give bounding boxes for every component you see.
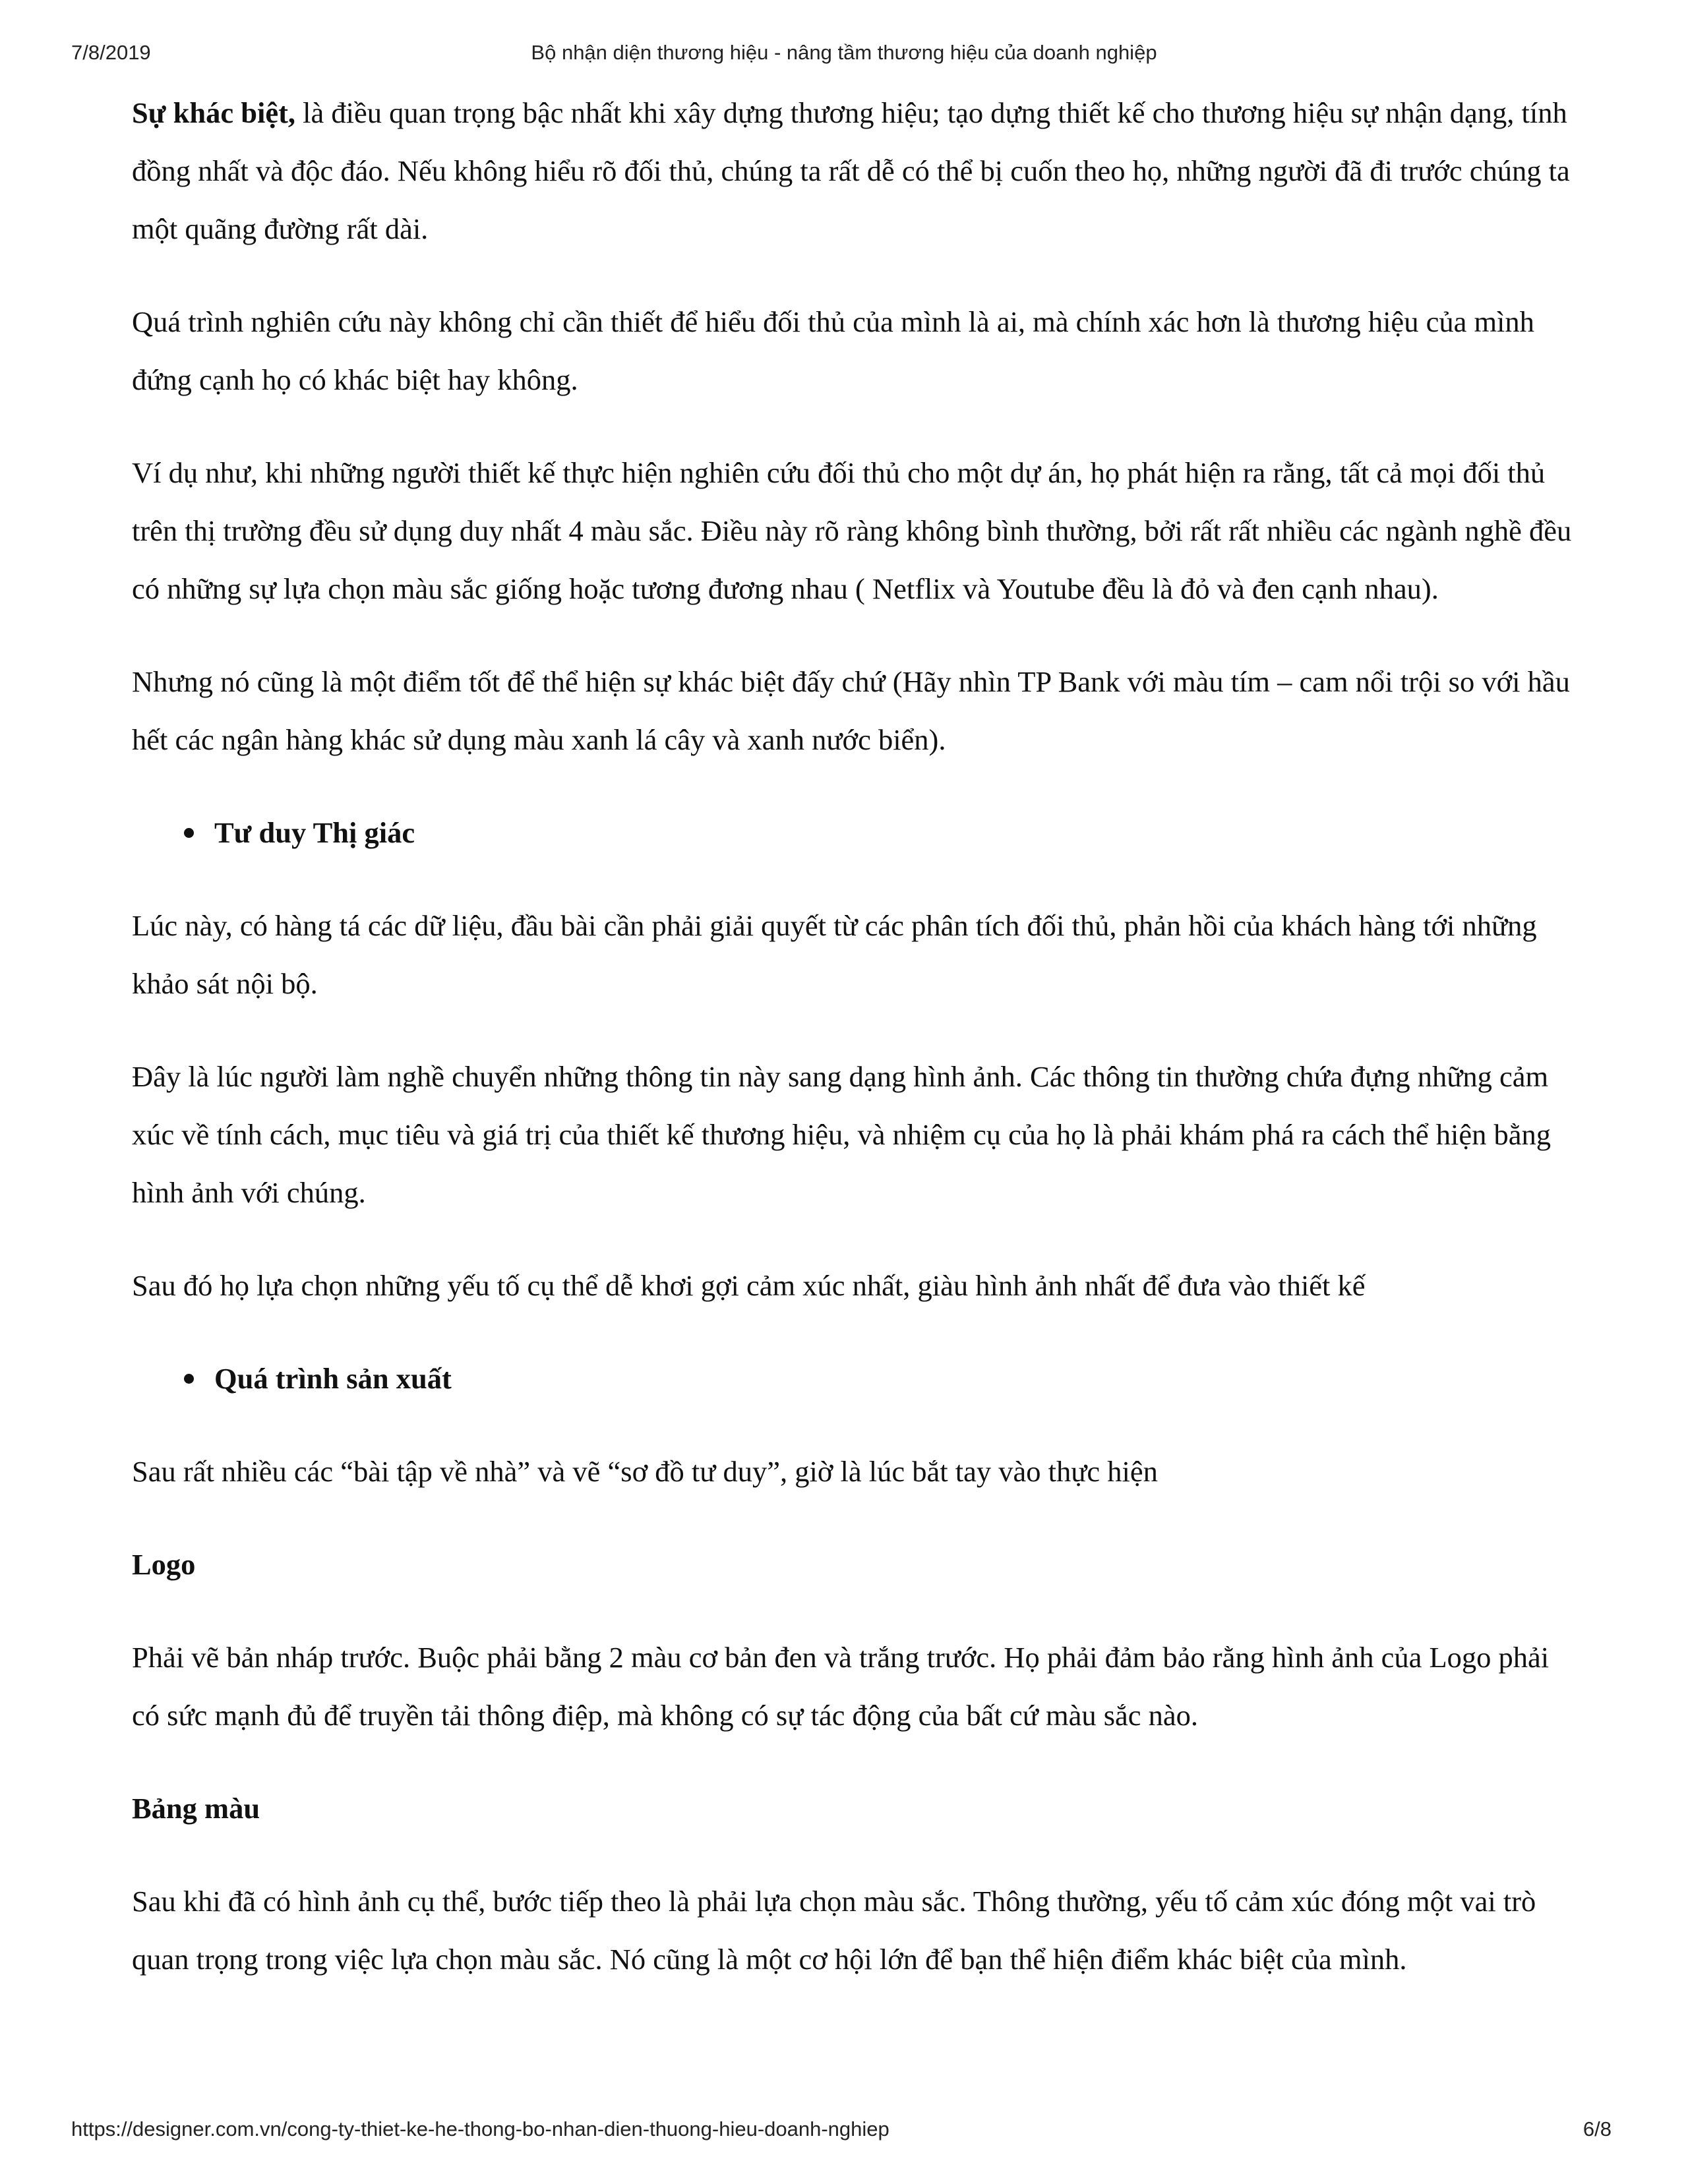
print-page-title: Bộ nhận diện thương hiệu - nâng tầm thương hiệu của doanh nghiệp — [531, 41, 1157, 64]
paragraph-imagery: Đây là lúc người làm nghề chuyển những thông tin này sang dạng hình ảnh. Các thông tin thường chứa đựng những cảm xúc về tính cách, mục tiêu và giá trị của thiết kế thương hiệu, và nhiệm cụ của họ là phải khám phá ra cách thể hiện bằng hình ảnh với chúng. — [132, 1060, 1551, 1209]
bullet-list — [132, 804, 1582, 862]
paragraph-tpbank: Nhưng nó cũng là một điểm tốt để thể hiện sự khác biệt đấy chứ (Hãy nhìn TP Bank với màu tím – cam nổi trội so với hầu hết các ngân hàng khác sử dụng màu xanh lá cây và xanh nước biển). — [132, 665, 1570, 756]
bullet-dot-icon — [184, 1374, 194, 1384]
paragraph-color: Sau khi đã có hình ảnh cụ thể, bước tiếp theo là phải lựa chọn màu sắc. Thông thường, yếu tố cảm xúc đóng một vai trò quan trọng trong việc lựa chọn màu sắc. Nó cũng là một cơ hội lớn để bạn thể hiện điểm khác biệt của mình. — [132, 1885, 1536, 1976]
paragraph-text: là điều quan trọng bậc nhất khi xây dựng thương hiệu; tạo dựng thiết kế cho thương hiệu sự nhận dạng, tính đồng nhất và độc đáo. Nếu không hiểu rõ đối thủ, chúng ta rất dễ có thể bị cuốn theo họ, những người đã đi trước chúng ta một quãng đường rất dài. — [132, 96, 1570, 245]
bullet-item-visual-thinking — [214, 804, 1582, 862]
bullet-list — [132, 1349, 1582, 1407]
bullet-label: Quá trình sản xuất — [214, 1362, 452, 1395]
paragraph-data: Lúc này, có hàng tá các dữ liệu, đầu bài cần phải giải quyết từ các phân tích đối thủ, phản hồi của khách hàng tới những khảo sát nội bộ. — [132, 909, 1537, 1000]
subheading-color-palette: Bảng màu — [132, 1792, 260, 1825]
print-footer — [0, 2116, 1688, 2142]
print-date: 7/8/2019 — [71, 41, 151, 64]
paragraph-example: Ví dụ như, khi những người thiết kế thực hiện nghiên cứu đối thủ cho một dự án, họ phát hiện ra rằng, tất cả mọi đối thủ trên thị trường đều sử dụng duy nhất 4 màu sắc. Điều này rõ ràng không bình thường, bởi rất rất nhiều các ngành nghề đều có những sự lựa chọn màu sắc giống hoặc tương đương nhau ( Netflix và Youtube đều là đỏ và đen cạnh nhau). — [132, 456, 1572, 605]
bullet-label: Tư duy Thị giác — [214, 816, 415, 849]
bullet-item-production — [214, 1349, 1582, 1407]
print-header — [0, 40, 1688, 66]
bullet-dot-icon — [184, 828, 194, 838]
print-url: https://designer.com.vn/cong-ty-thiet-ke-he-thong-bo-nhan-dien-thuong-hieu-doanh-nghiep — [71, 2117, 889, 2140]
paragraph-lead-bold: Sự khác biệt, — [132, 96, 296, 129]
paragraph-logo: Phải vẽ bản nháp trước. Buộc phải bằng 2 màu cơ bản đen và trắng trước. Họ phải đảm bảo rằng hình ảnh của Logo phải có sức mạnh đủ để truyền tải thông điệp, mà không có sự tác động của bất cứ màu sắc nào. — [132, 1641, 1550, 1732]
article-body — [132, 84, 1582, 2023]
paragraph-research: Quá trình nghiên cứu này không chỉ cần thiết để hiểu đối thủ của mình là ai, mà chính xác hơn là thương hiệu của mình đứng cạnh họ có khác biệt hay không. — [132, 305, 1534, 396]
paragraph-differentiation — [132, 84, 1582, 258]
paragraph-homework: Sau rất nhiều các “bài tập về nhà” và vẽ “sơ đồ tư duy”, giờ là lúc bắt tay vào thực hiện — [132, 1455, 1158, 1488]
paragraph-selection: Sau đó họ lựa chọn những yếu tố cụ thể dễ khơi gợi cảm xúc nhất, giàu hình ảnh nhất để đưa vào thiết kế — [132, 1269, 1366, 1302]
page-number: 6/8 — [1582, 2117, 1612, 2140]
subheading-logo: Logo — [132, 1548, 196, 1581]
